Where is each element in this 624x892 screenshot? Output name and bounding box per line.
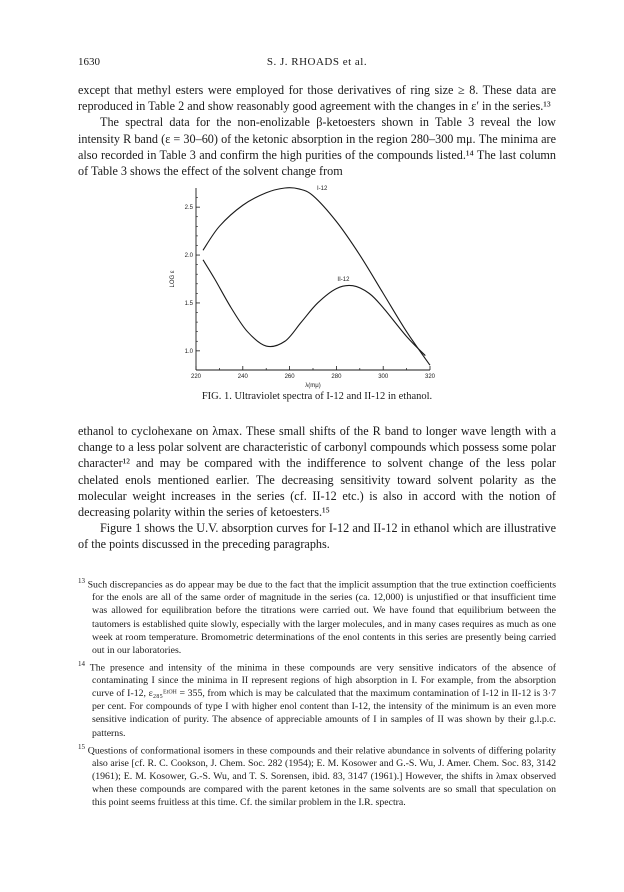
- figure-caption: FIG. 1. Ultraviolet spectra of I-12 and II-12 in ethanol.: [201, 391, 433, 402]
- page-number: 1630: [78, 56, 100, 68]
- x-axis-label: λ(mμ): [305, 383, 321, 389]
- page-header: [78, 56, 556, 72]
- y-tick-label: 1.5: [184, 300, 193, 307]
- footnote-text: The presence and intensity of the minima in these compounds are very sensitive indicators of the absence of contaminating I since the minima in II represent regions of high absorption in I. For example, from the absorption curve of I-12, ε₂₈₅ᴱᵗᴼᴴ = 355, from which is may be calculated that the maximum contamination of I-12 in II-12 is 3·7 per cent. For compounds of type I with higher enol content than I-12, the intensity of the minimum is an even more sensitive indication of purity. The absence of appreciable amounts of I in samples of II was shown by their g.l.p.c. patterns.: [89, 662, 556, 739]
- paragraph: ethanol to cyclohexane on λmax. These small shifts of the R band to longer wave length with a change to a less polar solvent are characteristic of carbonyl compounds which possess some polar character¹² and may be compared with the indifference to solvent change of the less polar chelated enols mentioned earlier. The decreasing sensitivity toward solvent polarity as the molecular weight increases in the series (cf. II-12 etc.) is also in accord with the notion of decreasing polarity within the series of ketoesters.¹⁵: [78, 424, 556, 520]
- y-tick-label: 2.5: [184, 205, 193, 212]
- footnote: [78, 575, 556, 657]
- chart-labels: [170, 186, 436, 389]
- paragraph: except that methyl esters were employed for those derivatives of ring size ≥ 8. These data are reproduced in Table 2 and show reasonably good agreement with the changes in ε′ in the series.¹³: [78, 83, 556, 114]
- x-tick-label: 240: [237, 374, 248, 380]
- footnote-mark: 14: [78, 659, 85, 668]
- x-tick-label: 320: [424, 374, 436, 380]
- x-tick-label: 260: [284, 374, 295, 380]
- running-head: S. J. RHOADS et al.: [266, 56, 368, 68]
- body-text-top: [78, 82, 556, 179]
- footnote-mark: 13: [78, 577, 85, 585]
- series-line-i-12: [203, 185, 430, 366]
- uv-spectra-chart: [158, 180, 458, 390]
- series-label: II-12: [337, 276, 350, 283]
- footnotes: [78, 575, 556, 810]
- x-tick-label: 280: [331, 374, 342, 380]
- body-text-mid: [78, 423, 556, 553]
- y-axis-label: LOG ε: [170, 270, 176, 288]
- chart-series: [203, 185, 430, 366]
- y-tick-label: 1.0: [184, 348, 193, 355]
- paragraph: Figure 1 shows the U.V. absorption curves for I-12 and II-12 in ethanol which are illustrative of the points discussed in the preceding paragraphs.: [78, 521, 556, 552]
- footnote-text: Questions of conformational isomers in these compounds and their relative abundance in solvents of differing polarity also arise [cf. R. C. Cookson, J. Chem. Soc. 282 (1954); E. M. Kosower and G.-S. Wu, J. Amer. Chem. Soc. 83, 3142 (1961); E. M. Kosower, G.-S. Wu, and T. S. Sorensen, ibid. 83, 3147 (1961).] However, the shifts in λmax observed when these compounds are compared with the parent ketones in the same solvents are so small that speculation on this point seems fruitless at this time. Cf. the similar problem in the I.R. spectra.: [87, 744, 557, 809]
- paragraph: The spectral data for the non-enolizable β-ketoesters shown in Table 3 reveal the low intensity R band (ε = 30–60) of the ketonic absorption in the region 280–300 mμ. The minima are also recorded in Table 3 and confirm the high purities of the compounds listed.¹⁴ The last column of Table 3 shows the effect of the solvent change from: [78, 115, 556, 179]
- y-tick-label: 2.0: [184, 253, 193, 260]
- figure-1: [158, 180, 458, 410]
- footnote: [78, 658, 556, 740]
- footnote: [78, 741, 556, 810]
- footnote-text: Such discrepancies as do appear may be due to the fact that the implicit assumption that the true extinction coefficients for the enols are all of the same order of magnitude in the series (ca. 12,000) is unjustified or that insufficient time was allowed for equilibration before the titrations were carried out. We have found that equilibrium between the tautomers is established quite slowly, especially with the larger molecules, and in many cases requires as much as one week at room temperature. Bromometric determinations of the enol contents in this series are presently being carried out in our laboratories.: [87, 579, 557, 656]
- series-label: I-12: [317, 185, 328, 192]
- footnote-mark: 15: [78, 742, 85, 751]
- x-tick-label: 220: [190, 374, 202, 380]
- x-tick-label: 300: [378, 374, 389, 380]
